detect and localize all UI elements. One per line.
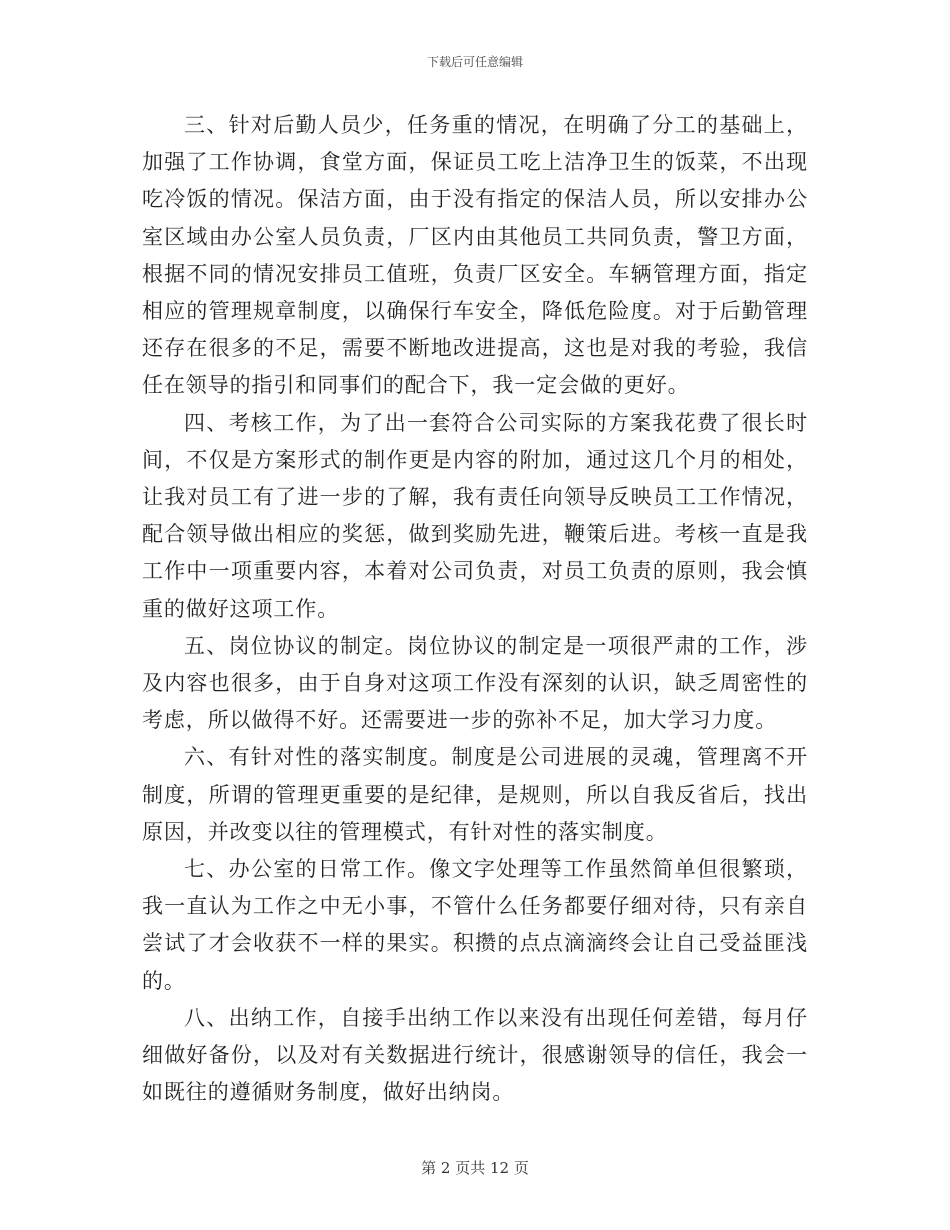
page-header-note: 下载后可任意编辑 [426, 55, 523, 69]
paragraph-assessment: 四、考核工作，为了出一套符合公司实际的方案我花费了很长时间，不仅是方案形式的制作更是内容的附加，通过这几个月的相处，让我对员工有了进一步的了解，我有责任向领导反映员工工作情况，配合领导做出相应的奖惩，做到奖励先进，鞭策后进。考核一直是我工作中一项重要内容，本着对公司负责，对员工负责的原则，我会慎重的做好这项工作。 [142, 410, 808, 621]
paragraph-cashier: 八、出纳工作，自接手出纳工作以来没有出现任何差错，每月仔细做好备份，以及对有关数据进行统计，很感谢领导的信任，我会一如既往的遵循财务制度，做好出纳岗。 [142, 1005, 808, 1105]
paragraph-system-implementation: 六、有针对性的落实制度。制度是公司进展的灵魂，管理离不开制度，所谓的管理更重要的是纪律，是规则，所以自我反省后，找出原因，并改变以往的管理模式，有针对性的落实制度。 [142, 745, 808, 844]
paragraph-logistics: 三、针对后勤人员少，任务重的情况，在明确了分工的基础上，加强了工作协调，食堂方面，保证员工吃上洁净卫生的饭菜，不出现吃冷饭的情况。保洁方面，由于没有指定的保洁人员，所以安排办公室区域由办公室人员负责，厂区内由其他员工共同负责，警卫方面，根据不同的情况安排员工值班，负责厂区安全。车辆管理方面，指定相应的管理规章制度，以确保行车安全，降低危险度。对于后勤管理还存在很多的不足，需要不断地改进提高，这也是对我的考验，我信任在领导的指引和同事们的配合下，我一定会做的更好。 [142, 113, 808, 398]
document-body [142, 107, 808, 1111]
paragraph-office-routine: 七、办公室的日常工作。像文字处理等工作虽然简单但很繁琐，我一直认为工作之中无小事，不管什么任务都要仔细对待，只有亲自尝试了才会收获不一样的果实。积攒的点点滴滴终会让自己受益匪浅的。 [142, 857, 808, 993]
paragraph-job-agreement: 五、岗位协议的制定。岗位协议的制定是一项很严肃的工作，涉及内容也很多，由于自身对这项工作没有深刻的认识，缺乏周密性的考虑，所以做得不好。还需要进一步的弥补不足，加大学习力度。 [142, 633, 808, 733]
page-number: 第 2 页共 12 页 [421, 1159, 529, 1177]
